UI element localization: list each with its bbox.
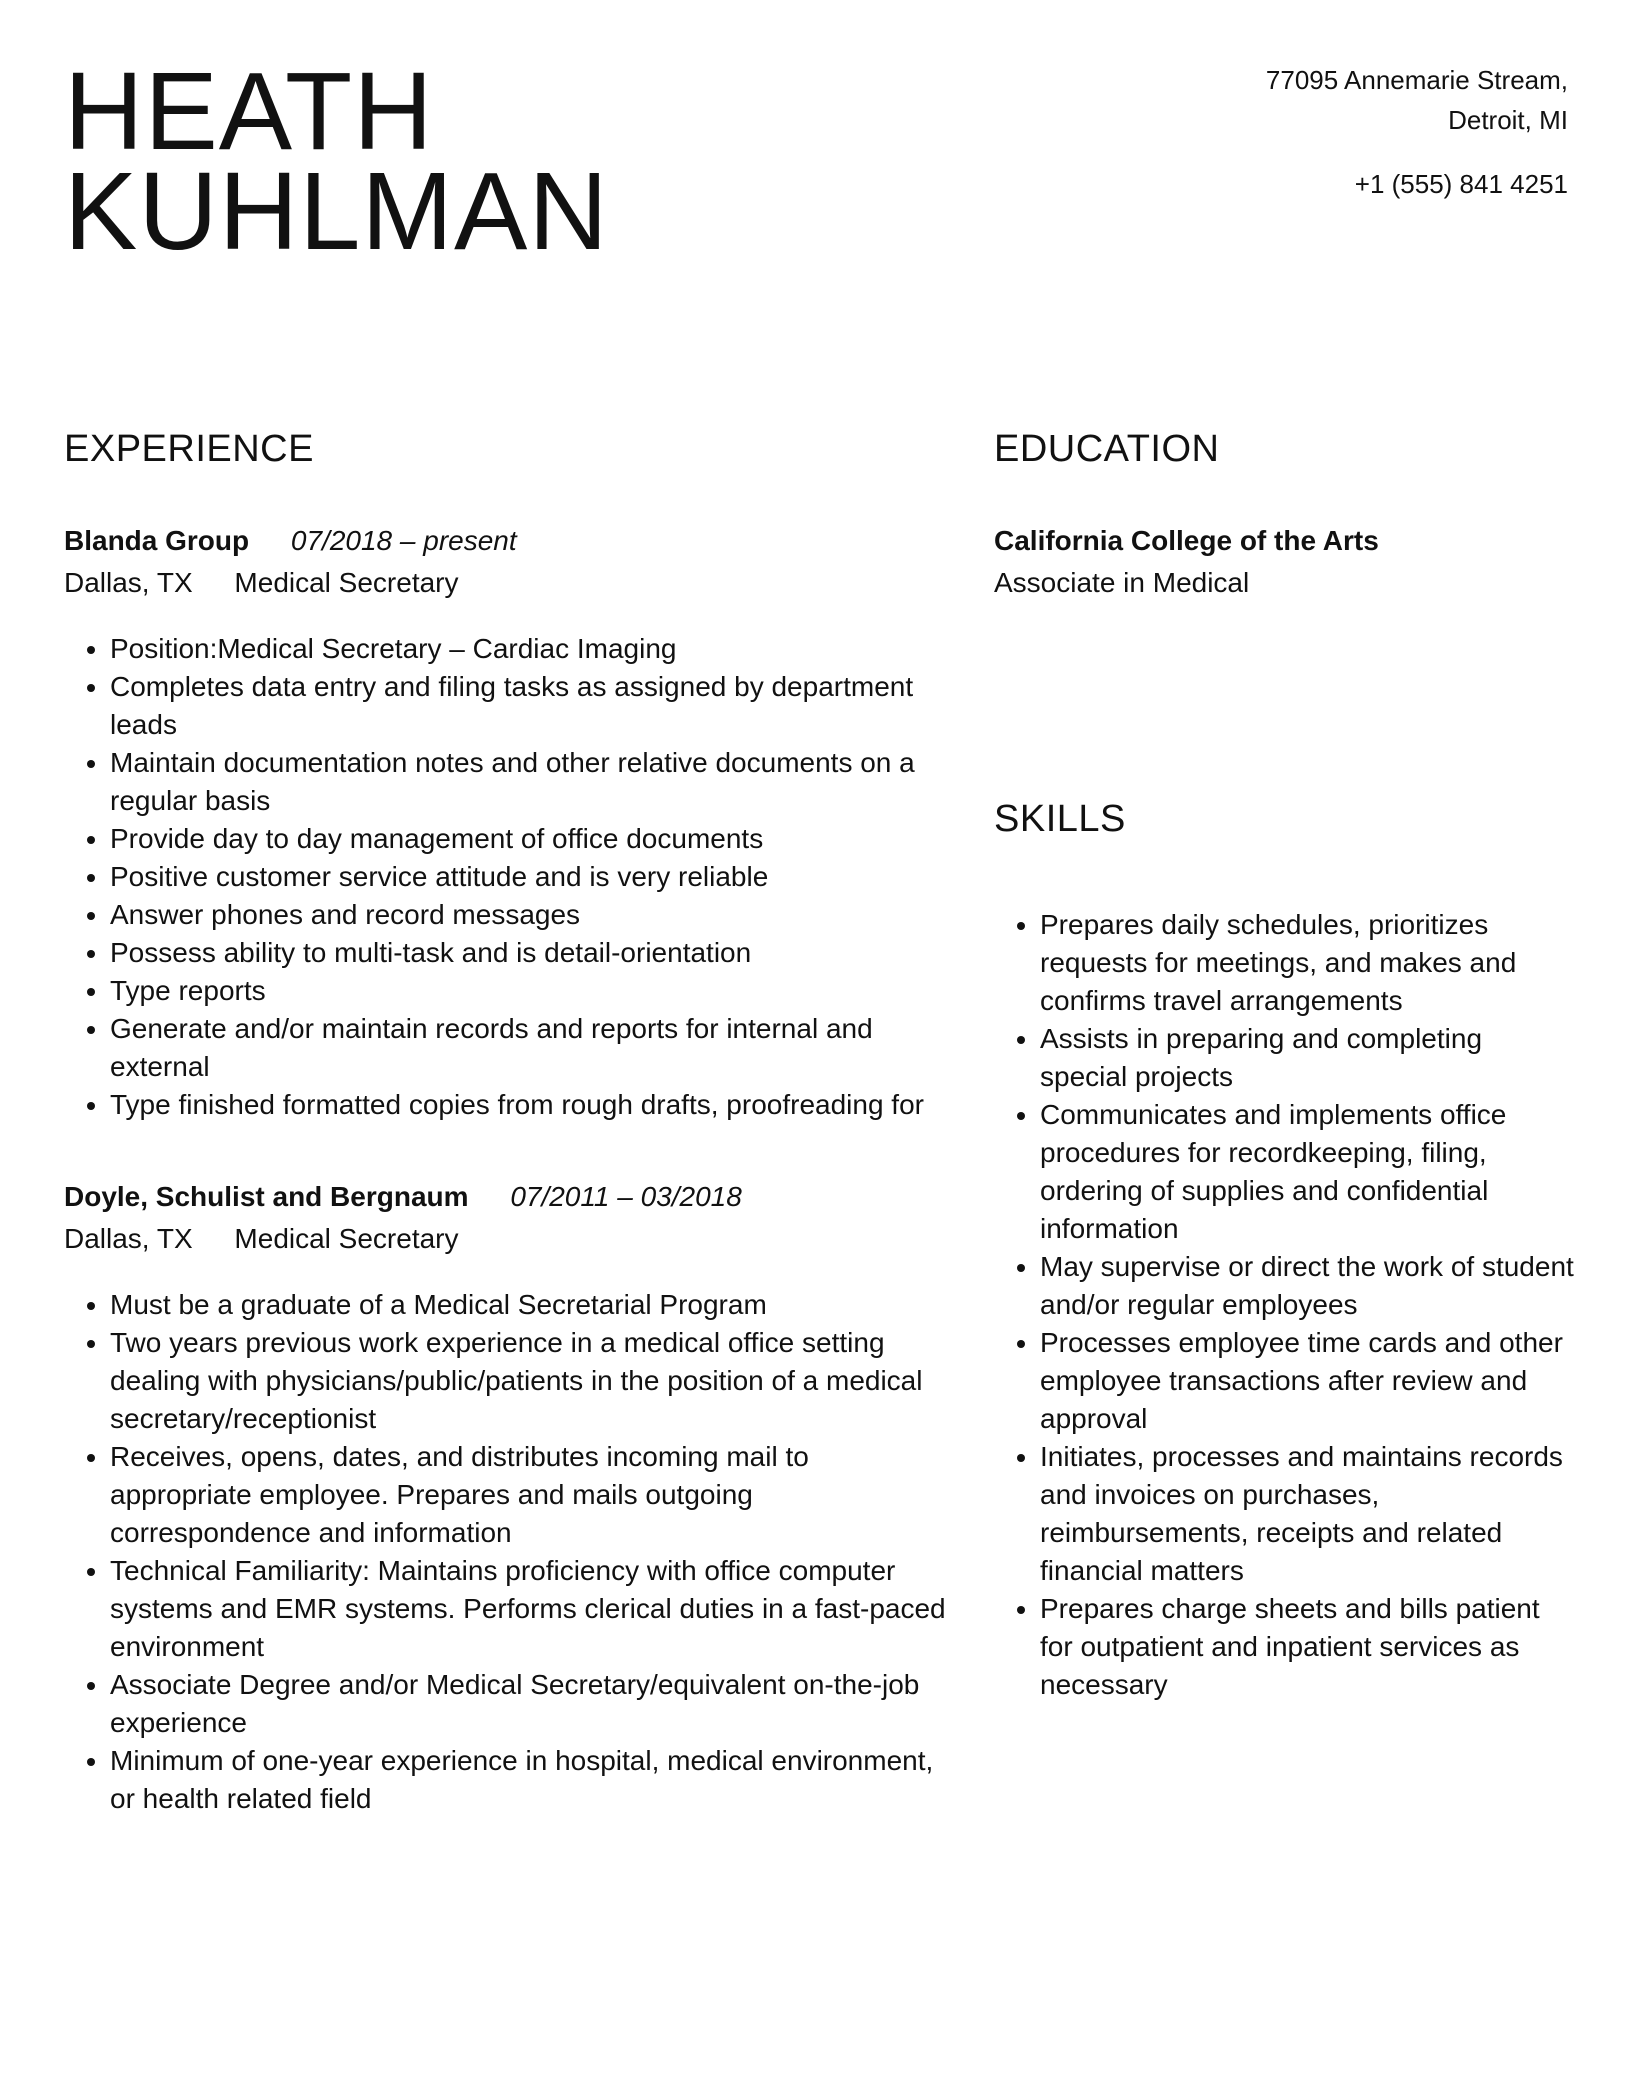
- candidate-name: [64, 50, 609, 273]
- job-header: [64, 1176, 954, 1218]
- job-bullet: • Must be a graduate of a Medical Secretarial Program: [110, 1286, 954, 1324]
- job-bullet: • Technical Familiarity: Maintains proficiency with office computer systems and EMR systems. Performs clerical duties in a fast-paced environment: [110, 1552, 954, 1666]
- job-bullet: • Answer phones and record messages: [110, 896, 954, 934]
- job-bullet: • Possess ability to multi-task and is detail-orientation: [110, 934, 954, 972]
- first-name: HEATH: [64, 50, 434, 173]
- address-line-2: Detroit, MI: [1448, 105, 1568, 135]
- skills-heading: SKILLS: [994, 798, 1126, 840]
- job-bullet: • Type reports: [110, 972, 954, 1010]
- skill-item: • Initiates, processes and maintains records and invoices on purchases, reimbursements, receipts and related financial matters: [1040, 1438, 1574, 1590]
- job-bullet: • Receives, opens, dates, and distributes incoming mail to appropriate employee. Prepares and mails outgoing correspondence and information: [110, 1438, 954, 1552]
- education-school: California College of the Arts: [994, 525, 1379, 556]
- job-subheader: [64, 1218, 954, 1260]
- job-bullet: • Maintain documentation notes and other relative documents on a regular basis: [110, 744, 954, 820]
- job-bullet: • Positive customer service attitude and is very reliable: [110, 858, 954, 896]
- education-section: [994, 520, 1574, 604]
- contact-block: [1266, 60, 1568, 204]
- job-bullet: • Provide day to day management of office documents: [110, 820, 954, 858]
- job-entry: [64, 520, 954, 1124]
- job-dates: 07/2018 – present: [290, 525, 517, 556]
- job-company: Blanda Group: [64, 525, 250, 556]
- job-bullets: [64, 1286, 954, 1818]
- skill-item: • Prepares charge sheets and bills patient for outpatient and inpatient services as necessary: [1040, 1590, 1574, 1704]
- job-bullet: • Completes data entry and filing tasks as assigned by department leads: [110, 668, 954, 744]
- job-city: Dallas, TX: [64, 1223, 193, 1254]
- job-company: Doyle, Schulist and Bergnaum: [64, 1181, 469, 1212]
- job-subheader: [64, 562, 954, 604]
- skill-item: • Prepares daily schedules, prioritizes requests for meetings, and makes and confirms travel arrangements: [1040, 906, 1574, 1020]
- education-degree: Associate in Medical: [994, 567, 1250, 598]
- job-header: [64, 520, 954, 562]
- experience-heading: EXPERIENCE: [64, 428, 314, 470]
- job-bullet: • Generate and/or maintain records and reports for internal and external: [110, 1010, 954, 1086]
- job-bullet: • Associate Degree and/or Medical Secretary/equivalent on-the-job experience: [110, 1666, 954, 1742]
- job-bullet: • Two years previous work experience in a medical office setting dealing with physicians/public/patients in the position of a medical secretary/receptionist: [110, 1324, 954, 1438]
- job-bullet: • Minimum of one-year experience in hospital, medical environment, or health related field: [110, 1742, 954, 1818]
- skill-item: • Assists in preparing and completing special projects: [1040, 1020, 1574, 1096]
- job-role: Medical Secretary: [234, 567, 459, 598]
- skill-item: • Processes employee time cards and other employee transactions after review and approval: [1040, 1324, 1574, 1438]
- address-line-1: 77095 Annemarie Stream,: [1265, 65, 1568, 95]
- job-bullet: • Position:Medical Secretary – Cardiac Imaging: [110, 630, 954, 668]
- job-bullets: [64, 630, 954, 1124]
- skills-list: [994, 906, 1574, 1704]
- education-heading: EDUCATION: [994, 428, 1220, 470]
- job-bullet: • Type finished formatted copies from rough drafts, proofreading for: [110, 1086, 954, 1124]
- skill-item: • May supervise or direct the work of student and/or regular employees: [1040, 1248, 1574, 1324]
- last-name: KUHLMAN: [64, 150, 609, 273]
- experience-section: [64, 520, 954, 1870]
- skills-section: [994, 880, 1574, 1704]
- phone-number: +1 (555) 841 4251: [1354, 169, 1568, 199]
- job-role: Medical Secretary: [234, 1223, 459, 1254]
- skill-item: • Communicates and implements office procedures for recordkeeping, filing, ordering of supplies and confidential information: [1040, 1096, 1574, 1248]
- job-city: Dallas, TX: [64, 567, 193, 598]
- job-entry: [64, 1176, 954, 1818]
- job-dates: 07/2011 – 03/2018: [510, 1181, 742, 1212]
